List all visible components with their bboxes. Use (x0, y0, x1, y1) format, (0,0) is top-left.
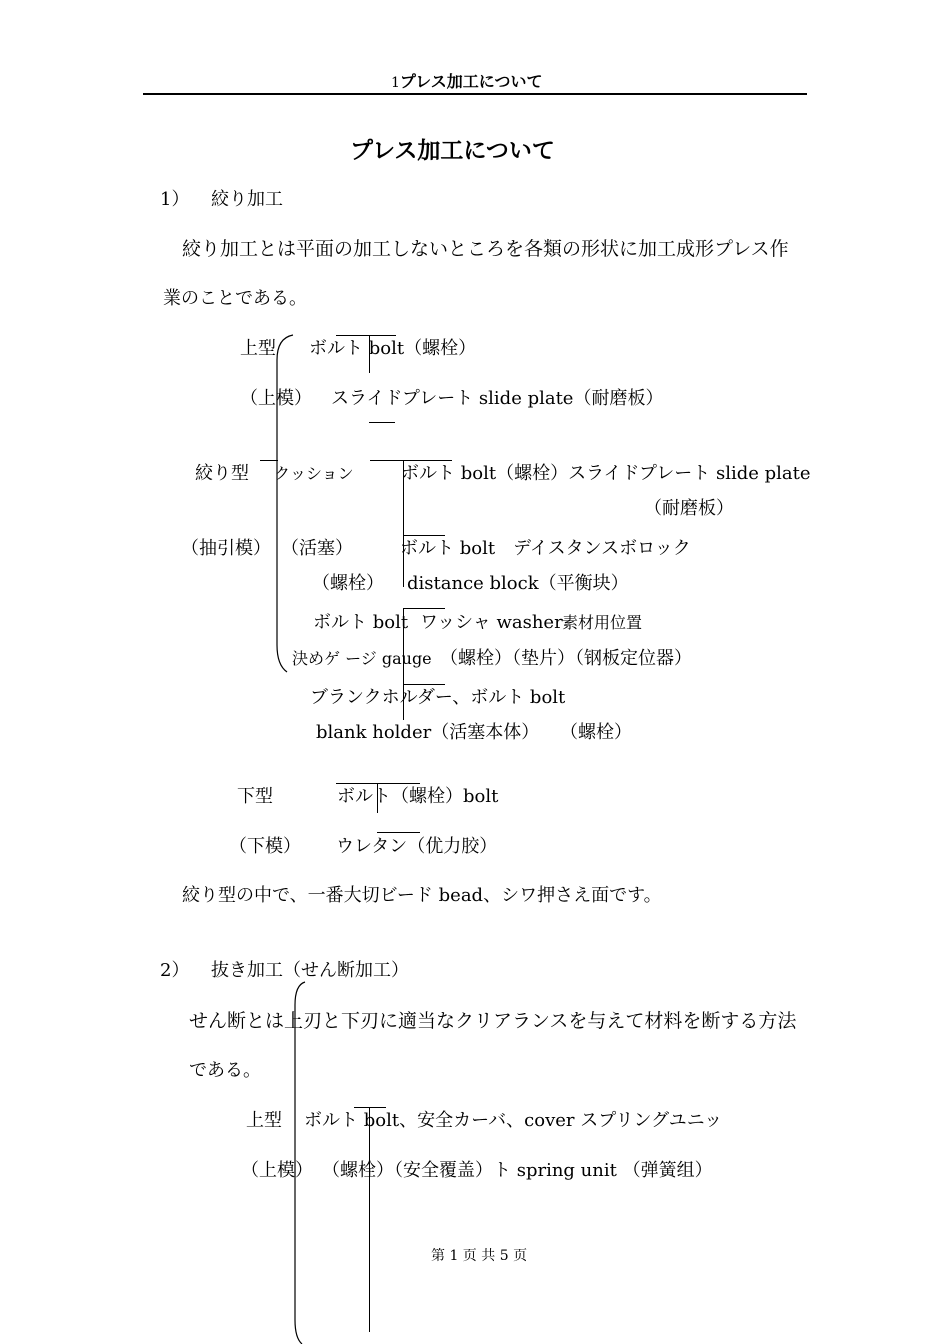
header-title: プレス加工について (399, 72, 543, 91)
section-1-paragraph-line-2: 業のことである。 (163, 288, 307, 309)
gauge-label: 決めゲ ージ gauge (292, 649, 432, 668)
gauge-label-cn: （螺栓）（垫片）（钢板定位器） (440, 648, 692, 669)
bolt-label: ボルト bolt（螺栓） (309, 338, 477, 359)
blank-holder-label: ブランクホルダー、ボルト bolt (310, 687, 566, 708)
blanking-upper-die-label-cn: （上模） (241, 1160, 313, 1181)
section-1-conclusion: 絞り型の中で、一番大切ビード bead、シワ押さえ面です。 (182, 885, 662, 906)
section-2-heading: 抜き加工（せん断加工） (211, 960, 409, 981)
page-footer: 第 1 页 共 5 页 (431, 1248, 528, 1264)
slide-plate-label: スライドプレート slide plate（耐磨板） (331, 388, 664, 409)
section-1-paragraph-line-1: 絞り加工とは平面の加工しないところを各類の形状に加工成形プレス作 (182, 238, 789, 260)
bolt-label: ボルト bolt (313, 612, 409, 633)
section-1-number: 1） (160, 189, 190, 210)
header-page-number: 1 (391, 75, 400, 91)
bolt-label-cn: （螺栓） (312, 573, 384, 594)
blank-holder-bolt-cn: （螺栓） (560, 722, 632, 743)
lower-bolt-label: ボルト（螺栓）bolt (337, 786, 499, 807)
urethane-label: ウレタン（优力胶） (336, 836, 498, 857)
cushion-label: クッション (274, 464, 354, 483)
wear-plate-label-cn: （耐磨板） (644, 498, 734, 519)
blanking-parts-line-1: ボルト bolt、安全カーバ、cover スプリングユニッ (304, 1110, 723, 1131)
diagram-line (354, 1107, 386, 1108)
drawing-die-label-cn: （抽引模） (181, 538, 271, 559)
cushion-label-cn: （活塞） (281, 538, 353, 559)
material-position-label: 素材用位置 (562, 613, 643, 632)
washer-label: ワッシャ washer (420, 612, 563, 633)
section-2-paragraph-line-1: せん断とは上刃と下刃に適当なクリアランスを与えて材料を断する方法 (189, 1010, 797, 1032)
diagram-line (369, 1107, 370, 1332)
lower-die-label: 下型 (237, 786, 273, 807)
upper-die-label: 上型 (240, 338, 276, 359)
upper-die-label-cn: （上模） (240, 388, 312, 409)
section-2-number: 2） (160, 960, 190, 981)
blank-holder-label-en: blank holder（活塞本体） (316, 722, 540, 743)
page-title: プレス加工について (350, 137, 555, 164)
distance-block-label: distance block（平衡块） (407, 573, 629, 594)
blanking-upper-die-label: 上型 (246, 1110, 282, 1131)
cushion-bolt-label: ボルト bolt（螺栓）スライドプレート slide plate (401, 463, 811, 484)
blanking-parts-line-2: （螺栓）（安全覆盖）ト spring unit （弹簧组） (322, 1160, 713, 1181)
distance-bolt-label: ボルト bolt デイスタンスボロック (400, 538, 691, 559)
section-2-paragraph-line-2: である。 (189, 1060, 261, 1081)
drawing-die-label: 絞り型 (195, 463, 249, 484)
lower-die-label-cn: （下模） (229, 836, 301, 857)
section-1-heading: 絞り加工 (211, 189, 283, 210)
